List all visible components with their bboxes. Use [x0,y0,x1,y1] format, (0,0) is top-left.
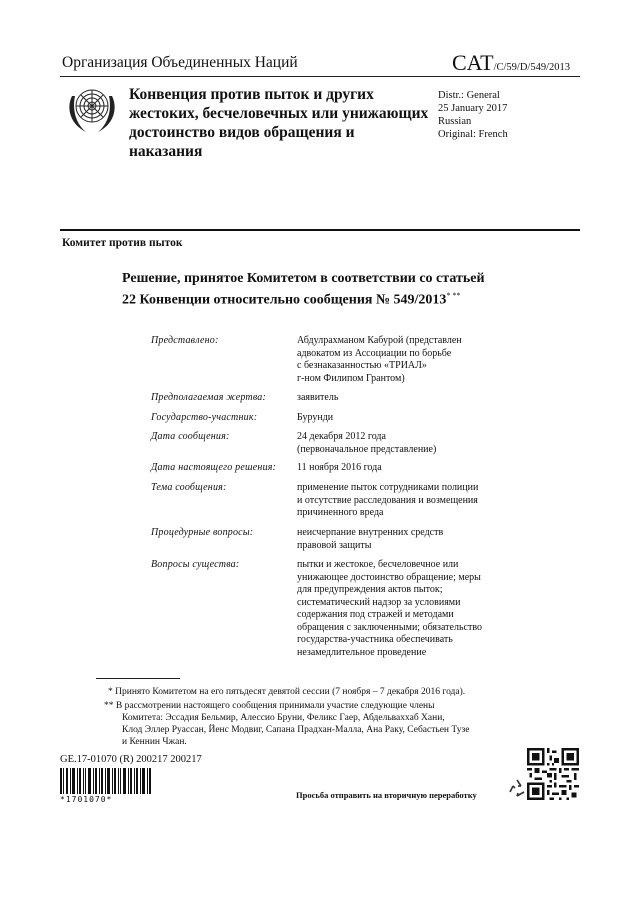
meta-value-line: заявитель [297,392,339,403]
meta-value-line: государства-участника обеспечивать [297,634,453,645]
meta-value [297,412,527,425]
meta-value [297,559,527,659]
meta-label: Процедурные вопросы: [151,527,254,538]
meta-value-line: Бурунди [297,412,334,423]
meta-label: Дата настоящего решения: [151,462,277,473]
document-symbol [452,50,570,76]
decision-title-text: Решение, принятое Комитетом в соответствии со статьей 22 Конвенции относительно сообщения № 549/2013 [122,271,485,308]
meta-value [297,431,527,456]
meta-label: Предполагаемая жертва: [151,392,267,403]
meta-value-line: для предупреждения актов пыток; [297,584,443,595]
footnote-1: * Принято Комитетом на его пятьдесят девятой сессии (7 ноября – 7 декабря 2016 года). [108,687,466,697]
meta-value-line: Абдулрахманом Кабурой (представлен [297,335,462,346]
meta-value-line: 11 ноября 2016 года [297,462,382,473]
footnote-marks: * ** [446,291,461,300]
meta-value-line: причиненного вреда [297,507,384,518]
distribution-block [438,89,508,141]
meta-value [297,335,527,385]
barcode-number: *1701070* [60,795,113,804]
meta-value-line: адвокатом из Ассоциации по борьбе [297,347,452,359]
meta-label: Государство-участник: [151,412,258,423]
organization-name: Организация Объединенных Наций [62,54,298,71]
meta-value-line: г-ном Филипом Грантом) [297,372,405,384]
meta-value-line: пытки и жестокое, бесчеловечное или [297,559,459,570]
original-line: Original: French [438,129,508,140]
meta-label: Вопросы существа: [151,559,240,570]
convention-title: Конвенция против пыток и других жестоких, бесчеловечных или унижающих достоинство видов обращения и наказания [129,86,429,160]
meta-label: Тема сообщения: [151,482,227,493]
footnote-2: ** В рассмотрении настоящего сообщения принимали участие следующие члены [104,701,435,711]
document-job-number: GE.17-01070 (R) 200217 200217 [60,754,202,765]
barcode-icon [60,768,152,794]
recycle-notice: Просьба отправить на вторичную переработку [296,790,477,800]
language-line: Russian [438,116,472,127]
meta-label: Дата сообщения: [151,431,230,442]
meta-value-line: неисчерпание внутренних средств [297,527,444,538]
decision-title [122,270,492,309]
meta-value-line: незамедлительное проведение [297,646,427,658]
symbol-main: CAT [452,50,494,75]
distr-line: Distr.: General [438,90,500,101]
recycle-icon [506,777,528,799]
meta-value-line: систематический надзор за условиями [297,596,461,608]
meta-value-line: унижающее достоинство обращение; меры [297,571,481,583]
header-rule [60,76,580,77]
date-line: 25 January 2017 [438,103,508,114]
symbol-rest: /C/59/D/549/2013 [493,62,570,73]
meta-value-line: обращения с заключенными; обязательство [297,621,482,633]
meta-value [297,527,527,552]
committee-name: Комитет против пыток [62,237,183,249]
meta-value-line: с безнаказанностью «ТРИАЛ» [297,360,427,371]
footnote-line: и Кеннин Чжан. [122,737,187,747]
meta-value [297,482,527,520]
meta-value-line: и отсутствие расследования и возмещения [297,494,478,506]
qr-code-icon [527,748,579,800]
meta-label: Представлено: [151,335,219,346]
meta-value-line: применение пыток сотрудниками полиции [297,482,479,493]
footnote-2-continued [122,712,522,748]
meta-value [297,462,527,475]
footnote-line: Комитета: Эссадия Бельмир, Алессио Бруни, Феликс Гаер, Абдельваххаб Хани, [122,713,445,723]
meta-value [297,392,527,405]
footnote-rule [96,678,180,679]
meta-value-line: правовой защиты [297,539,372,551]
title-rule [60,229,580,231]
meta-value-line: содержания под стражей и методами [297,609,454,620]
un-emblem-icon [64,82,120,138]
footnote-line: Клод Эллер Руассан, Йенс Модвиг, Сапана Прадхан-Малла, Ана Раку, Себастьен Тузе [122,725,470,735]
meta-value-line: 24 декабря 2012 года [297,431,386,442]
meta-value-line: (первоначальное представление) [297,443,437,455]
